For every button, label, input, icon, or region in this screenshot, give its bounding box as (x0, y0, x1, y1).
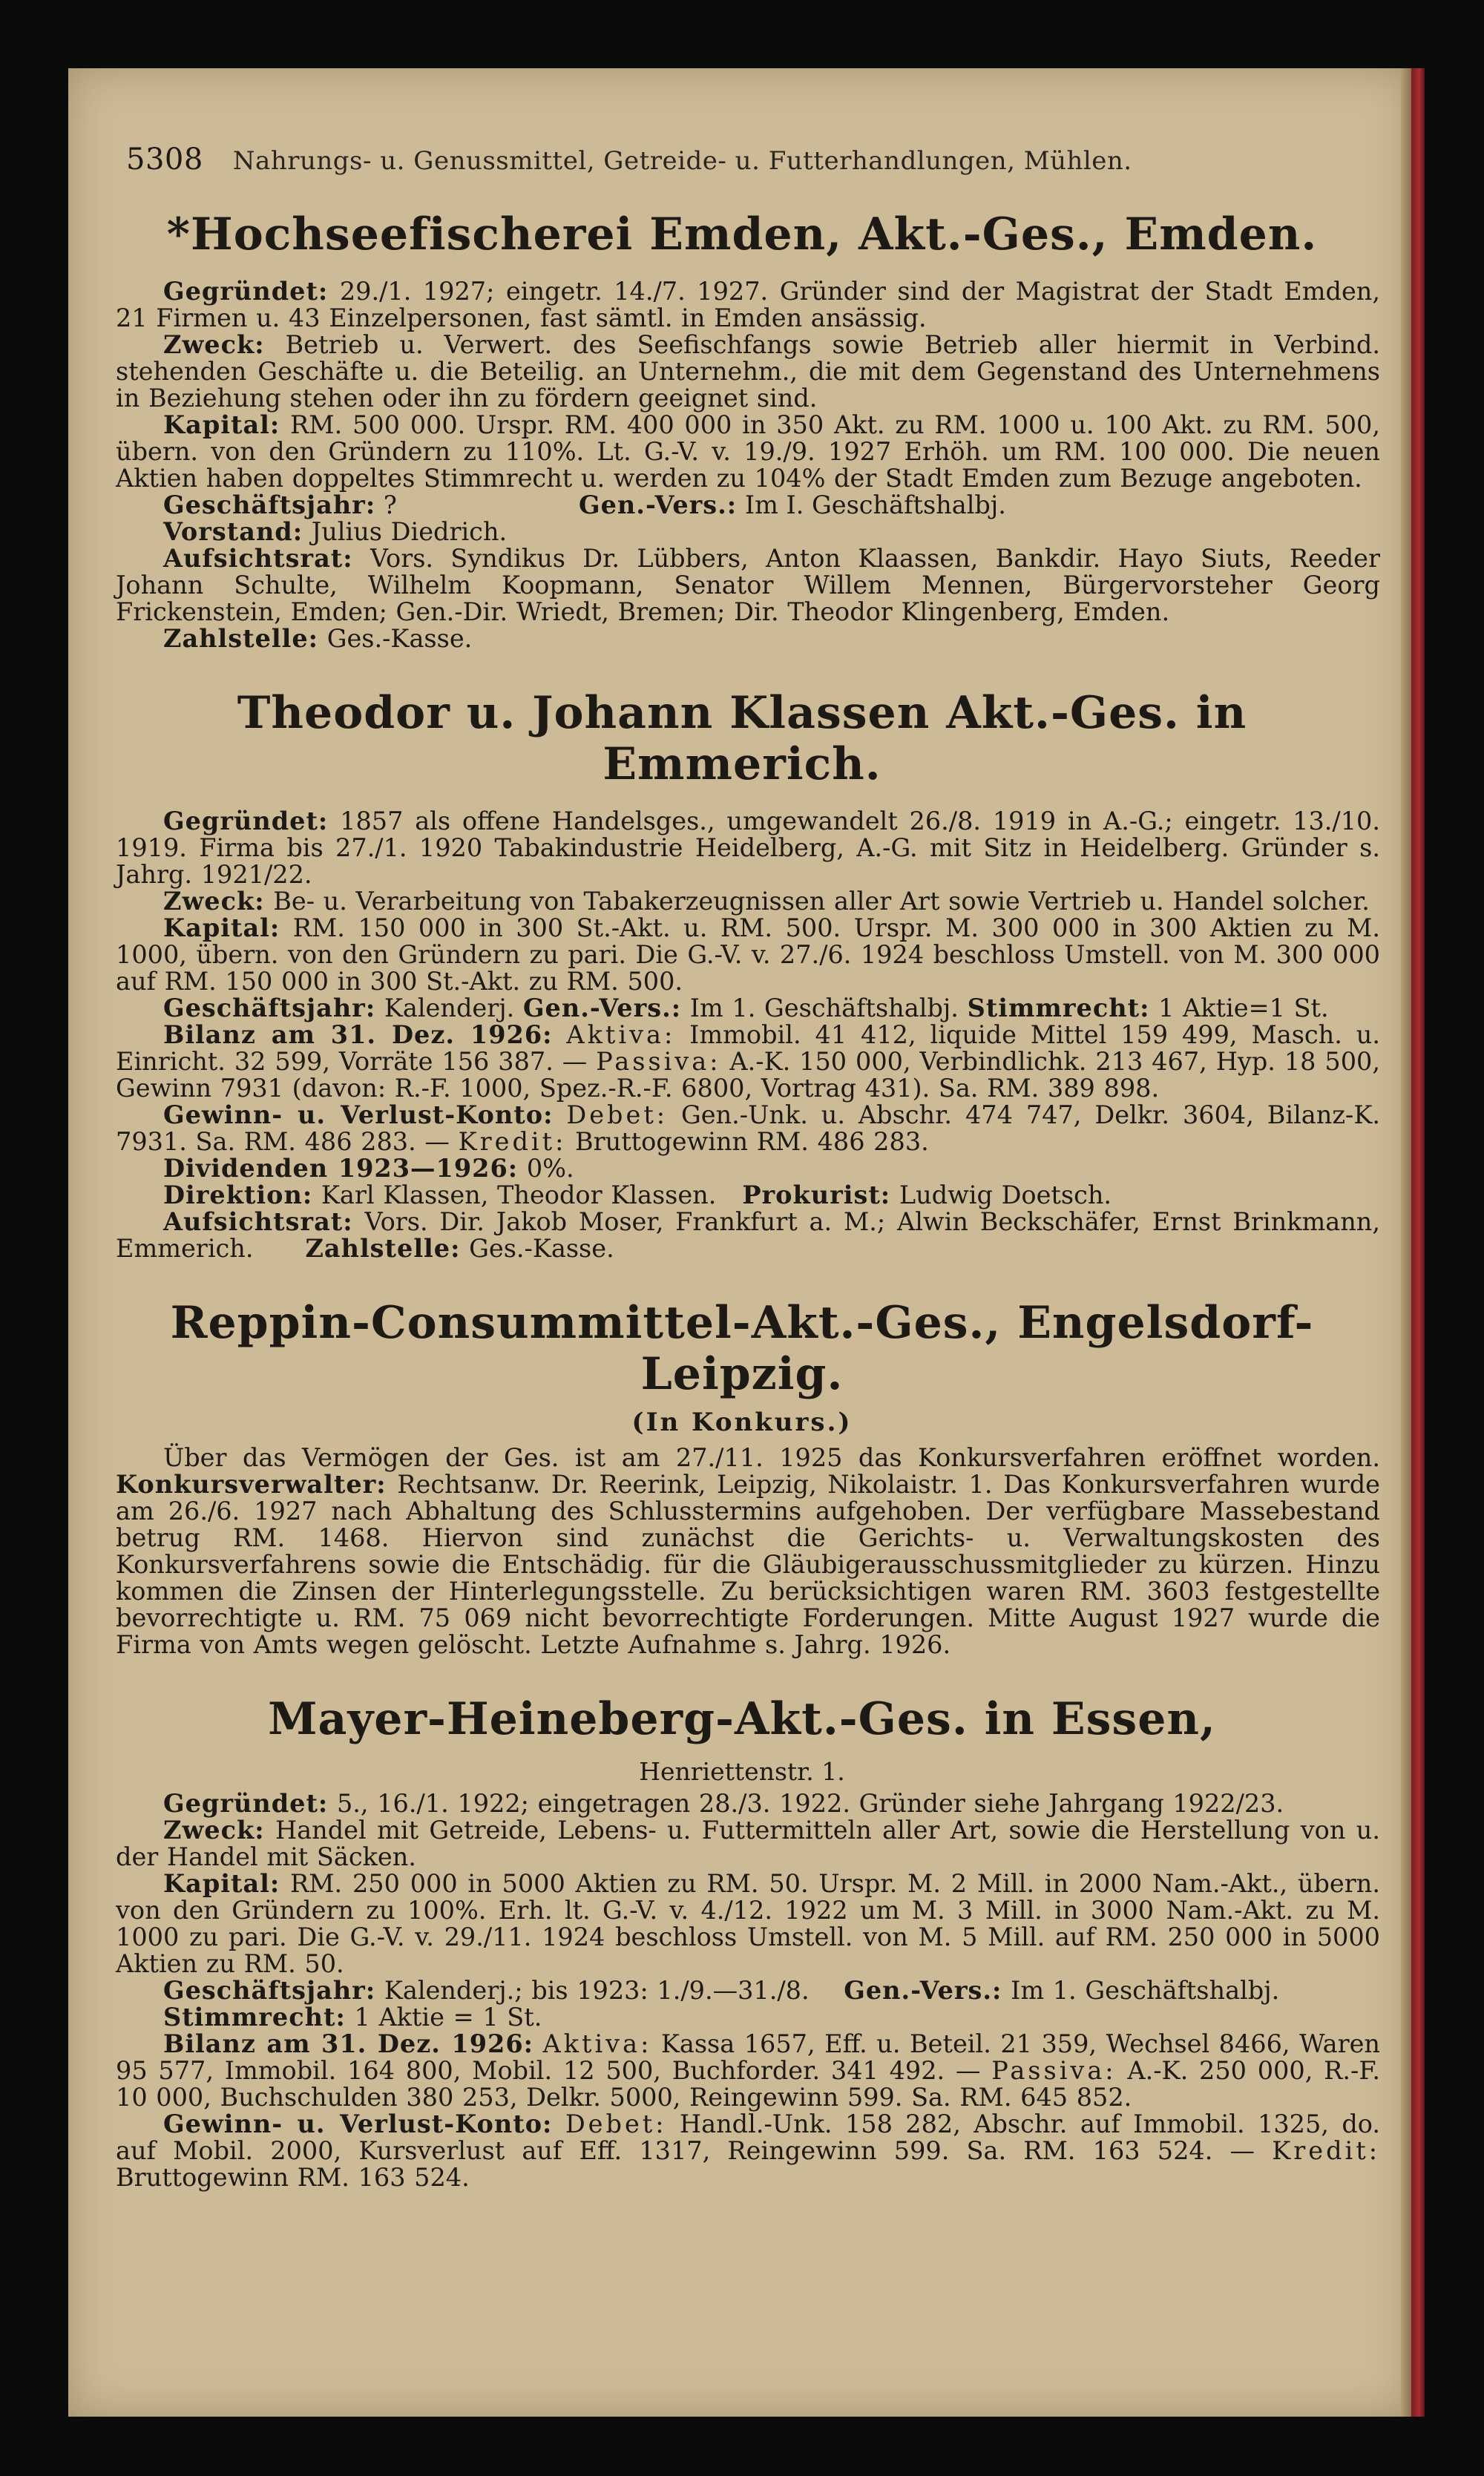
label-zweck: Zweck: (163, 330, 265, 359)
section-kapital (104, 915, 1380, 995)
text-aktiva: Kassa 1657, Eff. u. Beteil. 21 359, Wechsel 8466, Waren 95 577, Immobil. 164 800, Mobil. 12 500, Buchforder. 341 492. — (116, 2029, 1380, 2085)
label-direktion: Direktion: (163, 1180, 313, 1209)
entry-title: Reppin-Consummittel-Akt.-Ges., Engelsdorf-Leipzig. (170, 1297, 1314, 1400)
label-genvers: Gen.-Vers.: (522, 994, 682, 1022)
text-debet: Gen.-Unk. u. Abschr. 474 747, Delkr. 3604, Bilanz-K. 7931. Sa. RM. 486 283. — (116, 1100, 1381, 1156)
text-kapital: RM. 500 000. Urspr. RM. 400 000 in 350 Akt. zu RM. 1000 u. 100 Akt. zu RM. 500, übern. von den Gründern zu 110%. Lt. G.-V. v. 19./9. 1927 Erhöh. um RM. 100 000. Die neuen Aktien haben doppeltes Stimmrecht u. werden zu 104% der Stadt Emden zum Bezuge angeboten. (116, 410, 1381, 493)
entry-reppin (104, 1298, 1380, 1658)
section-konkurs (104, 1445, 1380, 1658)
section-gegruendet (104, 278, 1380, 332)
section-kapital (104, 1871, 1380, 1977)
label-aktiva: Aktiva: (566, 1020, 676, 1049)
section-bilanz (104, 1022, 1380, 1102)
label-aufsichtsrat: Aufsichtsrat: (163, 544, 353, 573)
running-header (104, 142, 1380, 184)
text-debet: Handl.-Unk. 158 282, Abschr. auf Immobil. 1325, do. auf Mobil. 2000, Kursverlust auf Eff. 1317, Reingewinn 599. Sa. RM. 163 524. — (116, 2109, 1380, 2165)
label-kredit: Kredit: (1272, 2136, 1380, 2165)
text-gegruendet: 29./1. 1927; eingetr. 14./7. 1927. Gründer sind der Magistrat der Stadt Emden, 21 Firmen u. 43 Einzelpersonen, fast sämtl. in Emden ansässig. (116, 277, 1380, 332)
section-aufsichtsrat (104, 1209, 1380, 1262)
text-dividenden: 0%. (526, 1154, 574, 1183)
section-zweck (104, 888, 1380, 915)
page-content (104, 142, 1380, 2191)
text-zweck: Handel mit Getreide, Lebens- u. Futtermitteln aller Art, sowie die Herstellung von u. der Handel mit Säcken. (116, 1816, 1380, 1871)
document-page (68, 68, 1411, 2417)
page-edge (1401, 68, 1411, 2417)
label-zweck: Zweck: (163, 887, 265, 916)
section-gegruendet (104, 1790, 1380, 1817)
label-bilanz: Bilanz am 31. Dez. 1926: (163, 1020, 553, 1049)
text-zahlstelle: Ges.-Kasse. (469, 1234, 614, 1263)
section-guv (104, 1102, 1380, 1155)
text-kredit: Bruttogewinn RM. 486 283. (575, 1127, 929, 1156)
entry-subtitle: (In Konkurs.) (631, 1408, 853, 1437)
text-konkurs-intro: Über das Vermögen der Ges. ist am 27./11. 1925 das Konkursverfahren eröffnet worden. (163, 1443, 1380, 1472)
section-kapital (104, 412, 1380, 492)
section-gegruendet (104, 808, 1380, 888)
label-stimmrecht: Stimmrecht: (967, 994, 1150, 1022)
section-zahlstelle (104, 625, 1380, 652)
section-geschaeftsjahr (104, 492, 1380, 519)
section-zweck (104, 332, 1380, 412)
text-zweck: Be- u. Verarbeitung von Tabakerzeugnissen aller Art sowie Vertrieb u. Handel solcher. (273, 887, 1370, 916)
text-kapital: RM. 250 000 in 5000 Aktien zu RM. 50. Urspr. M. 2 Mill. in 2000 Nam.-Akt., übern. von den Gründern zu 100%. Erh. lt. G.-V. v. 4./12. 1922 um M. 3 Mill. in 3000 Nam.-Akt. zu M. 1000 zu pari. Die G.-V. v. 29./11. 1924 beschloss Umstell. von M. 5 Mill. auf RM. 250 000 in 5000 Aktien zu RM. 50. (116, 1869, 1380, 1978)
section-zweck (104, 1817, 1380, 1871)
label-prokurist: Prokurist: (742, 1180, 891, 1209)
label-zahlstelle: Zahlstelle: (163, 624, 319, 653)
text-geschaeftsjahr: ? (383, 490, 397, 519)
section-aufsichtsrat (104, 545, 1380, 625)
text-kredit: Bruttogewinn RM. 163 524. (116, 2163, 470, 2192)
section-dividenden (104, 1155, 1380, 1182)
text-gegruendet: 1857 als offene Handelsges., umgewandelt 26./8. 1919 in A.-G.; eingetr. 13./10. 1919. Firma bis 27./1. 1920 Tabakindustrie Heidelberg, A.-G. mit Sitz in Heidelberg. Gründer s. Jahrg. 1921/22. (116, 807, 1380, 889)
text-konkurs-body: Rechtsanw. Dr. Reerink, Leipzig, Nikolaistr. 1. Das Konkursverfahren wurde am 26./6. 1927 nach Abhaltung des Schlusstermins aufgehoben. Der verfügbare Massebestand betrug RM. 1468. Hiervon sind zunächst die Gerichts- u. Verwaltungskosten des Konkursverfahrens sowie die Entschädig. für die Gläubigerausschussmitglieder zu kürzen. Hinzu kommen die Zinsen der Hinterlegungsstelle. Zu berücksichtigen waren RM. 3603 festgestellte bevorrechtigte u. RM. 75 069 nicht bevorrechtigte Forderungen. Mitte August 1927 wurde die Firma von Amts wegen gelöscht. Letzte Aufnahme s. Jahrg. 1926. (116, 1470, 1380, 1659)
label-guv: Gewinn- u. Verlust-Konto: (163, 2109, 553, 2138)
text-genvers: Im 1. Geschäftshalbj. (1011, 1976, 1280, 2005)
label-kapital: Kapital: (163, 1869, 280, 1898)
entry-address: Henriettenstr. 1. (639, 1757, 845, 1786)
section-geschaeftsjahr (104, 995, 1380, 1022)
label-gegruendet: Gegründet: (163, 807, 329, 835)
text-geschaeftsjahr: Kalenderj. (384, 994, 515, 1022)
text-passiva: A.-K. 250 000, R.-F. 10 000, Buchschulden 380 253, Delkr. 5000, Reingewinn 599. Sa. RM. 645 852. (116, 2056, 1380, 2112)
label-geschaeftsjahr: Geschäftsjahr: (163, 1976, 376, 2005)
label-kredit: Kredit: (458, 1127, 567, 1156)
text-passiva: A.-K. 150 000, Verbindlichk. 213 467, Hyp. 18 500, Gewinn 7931 (davon: R.-F. 1000, Spez.-R.-F. 6800, Vortrag 431). Sa. RM. 389 898. (116, 1047, 1380, 1103)
text-kapital: RM. 150 000 in 300 St.-Akt. u. RM. 500. Urspr. M. 300 000 in 300 Aktien zu M. 1000, übern. von den Gründern zu pari. Die G.-V. v. 27./6. 1924 beschloss Umstell. von M. 300 000 auf RM. 150 000 in 300 St.-Akt. zu RM. 500. (116, 913, 1380, 996)
text-zahlstelle: Ges.-Kasse. (326, 624, 473, 653)
entry-title: *Hochseefischerei Emden, Akt.-Ges., Emden. (166, 208, 1318, 260)
text-stimmrecht: 1 Aktie=1 St. (1158, 994, 1329, 1022)
section-direktion (104, 1182, 1380, 1209)
text-genvers: Im I. Geschäftshalbj. (744, 490, 1006, 519)
label-genvers: Gen.-Vers.: (844, 1976, 1002, 2005)
book-spine (1411, 68, 1425, 2417)
label-gegruendet: Gegründet: (163, 277, 329, 306)
label-guv: Gewinn- u. Verlust-Konto: (163, 1100, 554, 1129)
page-number: 5308 (126, 142, 203, 177)
text-vorstand: Julius Diedrich. (311, 517, 508, 546)
entry-title: Theodor u. Johann Klassen Akt.-Ges. in Emmerich. (237, 687, 1247, 790)
label-debet: Debet: (565, 2109, 667, 2138)
label-geschaeftsjahr: Geschäftsjahr: (163, 994, 376, 1022)
label-konkursverwalter: Konkursverwalter: (116, 1470, 387, 1499)
text-aktiva: Immobil. 41 412, liquide Mittel 159 499, Masch. u. Einricht. 32 599, Vorräte 156 387. — (116, 1020, 1381, 1076)
label-genvers: Gen.-Vers.: (579, 490, 738, 519)
label-kapital: Kapital: (163, 913, 280, 942)
text-aufsichtsrat: Vors. Syndikus Dr. Lübbers, Anton Klaassen, Bankdir. Hayo Siuts, Reeder Johann Schulte, Wilhelm Koopmann, Senator Willem Mennen, Bürgervorsteher Georg Frickenstein, Emden; Gen.-Dir. Wriedt, Bremen; Dir. Theodor Klingenberg, Emden. (116, 544, 1380, 626)
text-stimmrecht: 1 Aktie = 1 St. (354, 2003, 542, 2032)
running-title: Nahrungs- u. Genussmittel, Getreide- u. Futterhandlungen, Mühlen. (232, 146, 1132, 176)
label-passiva: Passiva: (991, 2056, 1117, 2085)
entry-title: Mayer-Heineberg-Akt.-Ges. in Essen, (268, 1693, 1216, 1745)
label-debet: Debet: (566, 1100, 669, 1129)
section-bilanz (104, 2031, 1380, 2111)
label-bilanz: Bilanz am 31. Dez. 1926: (163, 2029, 533, 2058)
label-vorstand: Vorstand: (163, 517, 303, 546)
entry-klassen (104, 688, 1380, 1262)
text-zweck: Betrieb u. Verwert. des Seefischfangs sowie Betrieb aller hiermit in Verbind. stehenden Geschäfte u. die Beteilig. an Unternehm., die mit dem Gegenstand des Unternehmens in Beziehung stehen oder ihn zu fördern geeignet sind. (116, 330, 1380, 413)
entry-hochseefischerei (104, 209, 1380, 652)
text-genvers: Im 1. Geschäftshalbj. (689, 994, 959, 1022)
section-stimmrecht (104, 2004, 1380, 2031)
section-vorstand (104, 519, 1380, 545)
label-geschaeftsjahr: Geschäftsjahr: (163, 490, 376, 519)
text-gegruendet: 5., 16./1. 1922; eingetragen 28./3. 1922. Gründer siehe Jahrgang 1922/23. (336, 1789, 1284, 1818)
text-prokurist: Ludwig Doetsch. (899, 1180, 1112, 1209)
section-guv (104, 2111, 1380, 2191)
label-aufsichtsrat: Aufsichtsrat: (163, 1207, 353, 1236)
label-zahlstelle: Zahlstelle: (305, 1234, 461, 1263)
entry-mayer-heineberg (104, 1694, 1380, 2191)
label-dividenden: Dividenden 1923—1926: (163, 1154, 519, 1183)
label-zweck: Zweck: (163, 1816, 265, 1845)
label-gegruendet: Gegründet: (163, 1789, 329, 1818)
label-aktiva: Aktiva: (542, 2029, 652, 2058)
label-passiva: Passiva: (596, 1047, 721, 1076)
label-kapital: Kapital: (163, 410, 280, 439)
text-direktion: Karl Klassen, Theodor Klassen. (321, 1180, 717, 1209)
label-stimmrecht: Stimmrecht: (163, 2003, 346, 2032)
section-geschaeftsjahr (104, 1977, 1380, 2004)
text-aufsichtsrat: Vors. Dir. Jakob Moser, Frankfurt a. M.; Alwin Beckschäfer, Ernst Brinkmann, Emmerich. (116, 1207, 1380, 1263)
text-geschaeftsjahr: Kalenderj.; bis 1923: 1./9.—31./8. (384, 1976, 810, 2005)
